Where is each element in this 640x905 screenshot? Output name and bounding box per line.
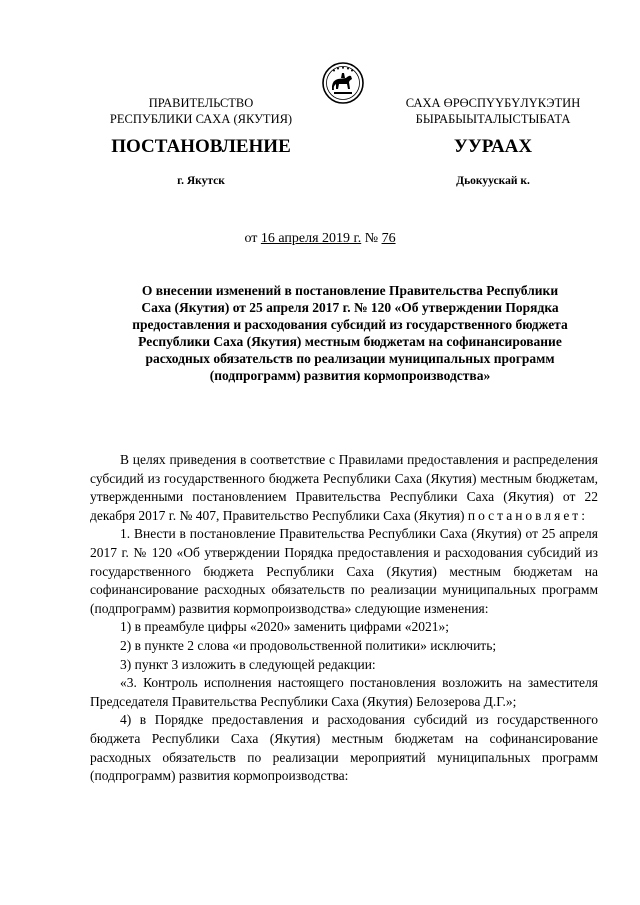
- title-line: предоставления и расходования субсидий из государственного бюджета: [132, 317, 568, 332]
- government-name-sakha: [378, 95, 608, 127]
- document-number: 76: [381, 231, 396, 246]
- government-name-line2: РЕСПУБЛИКИ САХА (ЯКУТИЯ): [109, 112, 293, 126]
- title-line: О внесении изменений в постановление Правительства Республики: [141, 283, 559, 298]
- date-line: [0, 231, 640, 247]
- title-line: Республики Саха (Якутия) местным бюджетам на софинансирование: [138, 334, 562, 349]
- title-line: Саха (Якутия) от 25 апреля 2017 г. № 120 «Об утверждении Порядка: [141, 300, 559, 315]
- date-prefix: от: [244, 231, 261, 246]
- new-clause-3-paragraph: «3. Контроль исполнения настоящего постановления возложить на заместителя Председателя Правительства Республики Саха (Якутия) Белозерова Д.Г.»;: [90, 675, 598, 709]
- document-type-sakha: УУРААХ: [453, 136, 533, 157]
- city: г. Якутск: [177, 175, 225, 187]
- resolves-word: постановляет:: [467, 507, 588, 523]
- clause-1-paragraph: 1. Внести в постановление Правительства Республики Саха (Якутия) от 25 апреля 2017 г. № 120 «Об утверждении Порядка предоставления и расходования субсидий из государственного бюджета Республики Саха (Якутия) местным бюджетам на софинансирование расходных обязательств по реализации муниципальных программ (подпрограмм) развития кормопроизводства» следующие изменения:: [90, 526, 598, 616]
- amendment-item-2: 2) в пункте 2 слова «и продовольственной политики» исключить;: [120, 637, 497, 653]
- document-body: [90, 451, 598, 786]
- number-prefix: №: [361, 231, 382, 246]
- title-line: (подпрограмм) развития кормопроизводства»: [209, 368, 491, 383]
- government-name-sakha-line2: БЫРАБЫЫТАЛЫСТЫБАТА: [415, 112, 571, 126]
- document-title: [100, 282, 600, 384]
- city-sakha: Дьокуускай к.: [456, 175, 530, 187]
- document-date: 16 апреля 2019 г.: [260, 231, 362, 246]
- amendment-item-1: 1) в преамбуле цифры «2020» заменить цифрами «2021»;: [120, 619, 449, 635]
- preamble-paragraph: [90, 451, 598, 525]
- amendment-item-3: 3) пункт 3 изложить в следующей редакции:: [120, 656, 376, 672]
- government-name-line1: ПРАВИТЕЛЬСТВО: [148, 96, 254, 110]
- amendment-item-4: 4) в Порядке предоставления и расходования субсидий из государственного бюджета Республики Саха (Якутия) местным бюджетам на софинансирование расходных обязательств по реализации мероприятий муниципальных программ (подпрограмм) развития кормопроизводства:: [90, 712, 598, 784]
- government-name: [90, 95, 312, 127]
- government-name-sakha-line1: САХА ӨРӨСПҮҮБҮЛҮКЭТИН: [405, 96, 581, 110]
- title-line: расходных обязательств по реализации муниципальных программ: [145, 351, 555, 366]
- preamble-text: В целях приведения в соответствие с Правилами предоставления и распределения субсидий из государственного бюджета Республики Саха (Якутия) местным бюджетам, утвержденными постановлением Правительства Республики Саха (Якутия) от 22 декабря 2017 г. № 407, Правительство Республики Саха (Якутия): [90, 452, 598, 523]
- document-type: ПОСТАНОВЛЕНИЕ: [111, 136, 291, 157]
- coat-of-arms-emblem: [322, 62, 364, 104]
